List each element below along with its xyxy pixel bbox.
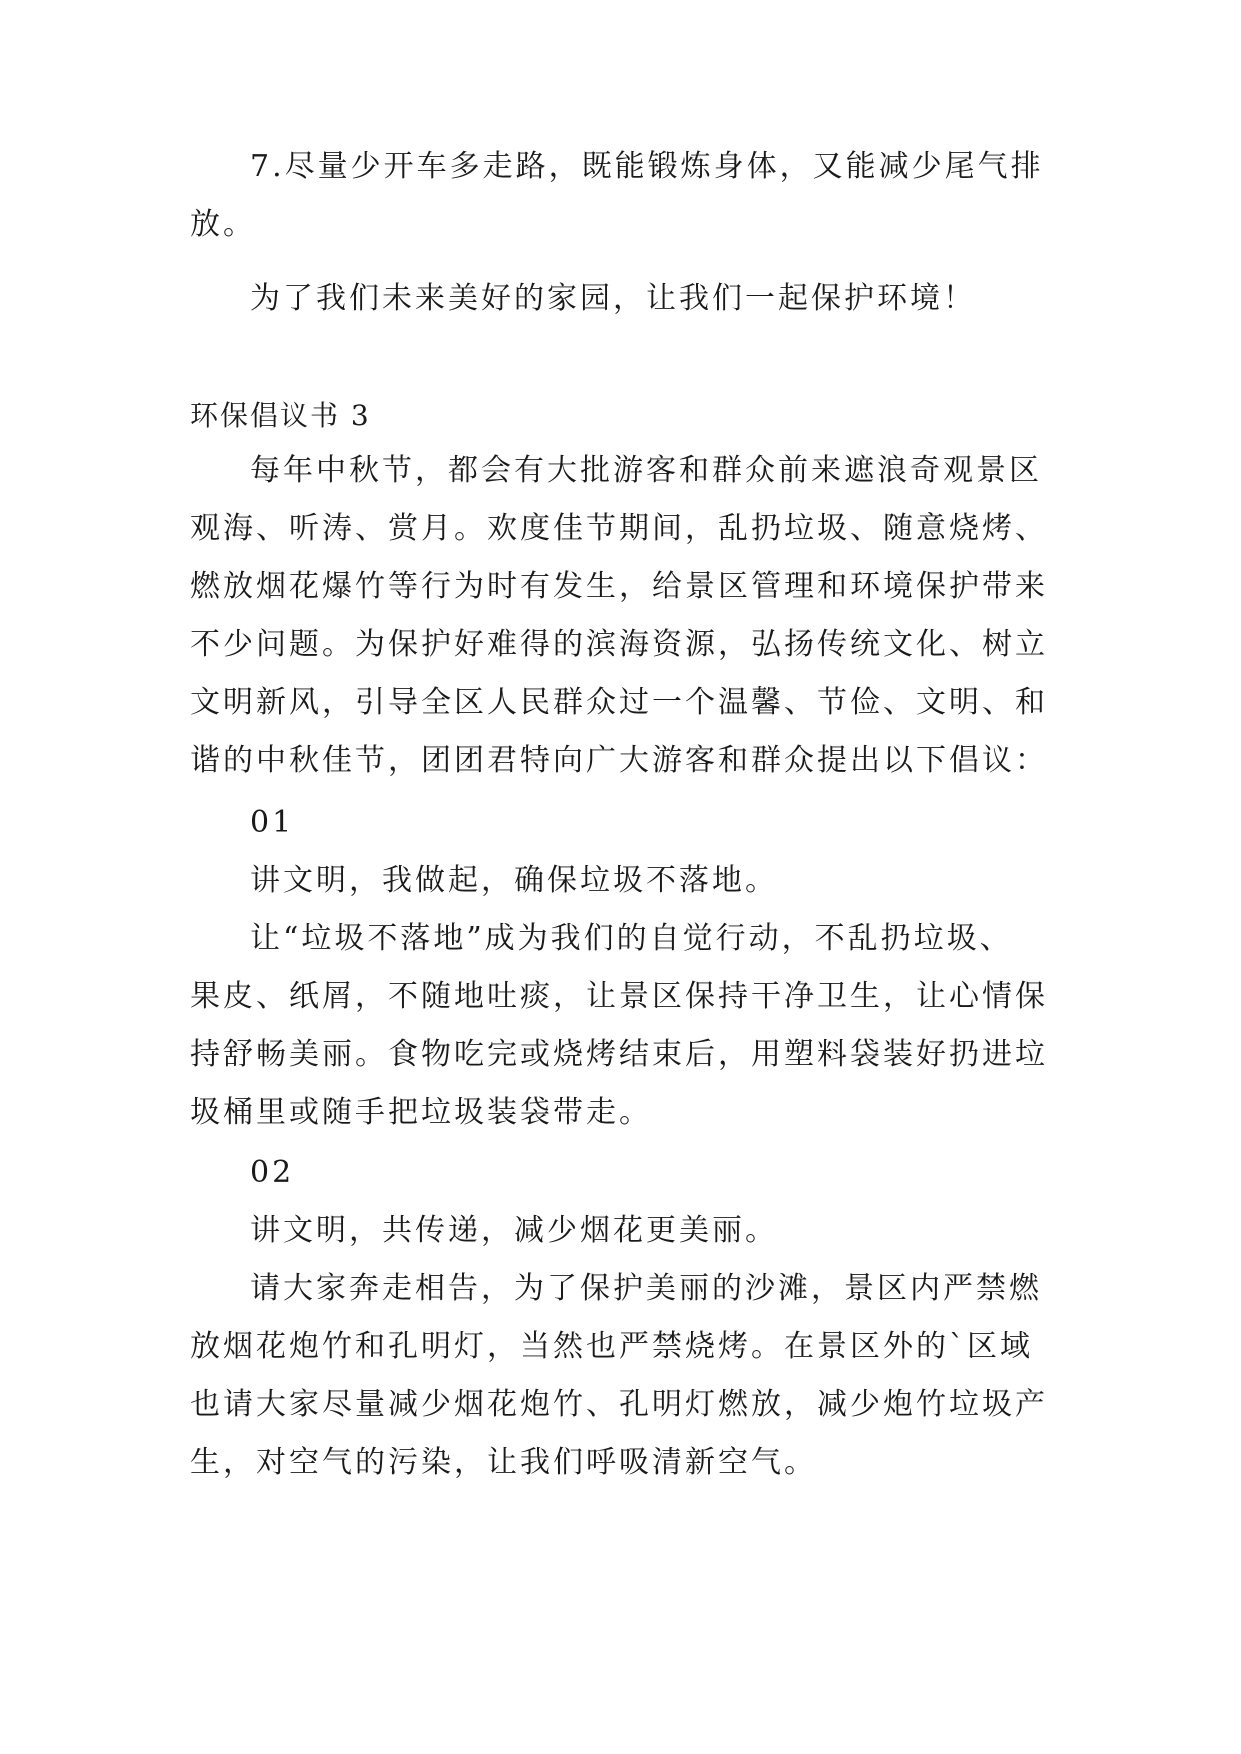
paragraph-line: 每年中秋节，都会有大批游客和群众前来遮浪奇观景区 — [250, 453, 1042, 488]
paragraph-intro — [190, 442, 1060, 790]
item-2-title — [250, 1202, 1060, 1260]
item-number: 01 — [250, 805, 295, 840]
paragraph-line: 不少问题。为保护好难得的滨海资源，弘扬传统文化、树立 — [190, 627, 1048, 662]
paragraph-line: 谐的中秋佳节，团团君特向广大游客和群众提出以下倡议： — [190, 743, 1048, 778]
paragraph-line: 7.尽量少开车多走路，既能锻炼身体，又能减少尾气排 — [250, 149, 1044, 184]
paragraph-line: 文明新风，引导全区人民群众过一个温馨、节俭、文明、和 — [190, 685, 1048, 720]
paragraph-line: 圾桶里或随手把垃圾装袋带走。 — [190, 1095, 652, 1130]
item-1-body — [190, 910, 1060, 1142]
item-1-title — [250, 852, 1060, 910]
paragraph-closing — [250, 270, 1060, 328]
item-2-body — [190, 1260, 1060, 1492]
paragraph-item-7 — [190, 138, 1060, 254]
item-number: 02 — [250, 1155, 295, 1190]
paragraph-line: 观海、听涛、赏月。欢度佳节期间，乱扔垃圾、随意烧烤、 — [190, 511, 1048, 546]
paragraph-line: 燃放烟花爆竹等行为时有发生，给景区管理和环境保护带来 — [190, 569, 1048, 604]
item-title: 讲文明，共传递，减少烟花更美丽。 — [250, 1213, 778, 1248]
paragraph-line: 也请大家尽量减少烟花炮竹、孔明灯燃放，减少炮竹垃圾产 — [190, 1387, 1048, 1422]
item-1-number — [250, 794, 1060, 852]
paragraph-line: 持舒畅美丽。食物吃完或烧烤结束后，用塑料袋装好扔进垃 — [190, 1037, 1048, 1072]
paragraph-line: 请大家奔走相告，为了保护美丽的沙滩，景区内严禁燃 — [250, 1271, 1042, 1306]
paragraph-line: 为了我们未来美好的家园，让我们一起保护环境！ — [250, 281, 976, 316]
paragraph-line: 让“垃圾不落地”成为我们的自觉行动，不乱扔垃圾、 — [250, 921, 1013, 956]
paragraph-line: 生，对空气的污染，让我们呼吸清新空气。 — [190, 1445, 817, 1480]
item-title: 讲文明，我做起，确保垃圾不落地。 — [250, 863, 778, 898]
paragraph-line: 果皮、纸屑，不随地吐痰，让景区保持干净卫生，让心情保 — [190, 979, 1048, 1014]
section-heading: 环保倡议书 3 — [190, 399, 371, 432]
item-2-number — [250, 1144, 1060, 1202]
paragraph-line: 放烟花炮竹和孔明灯，当然也严禁烧烤。在景区外的`区域 — [190, 1329, 1033, 1364]
paragraph-line: 放。 — [190, 207, 256, 242]
